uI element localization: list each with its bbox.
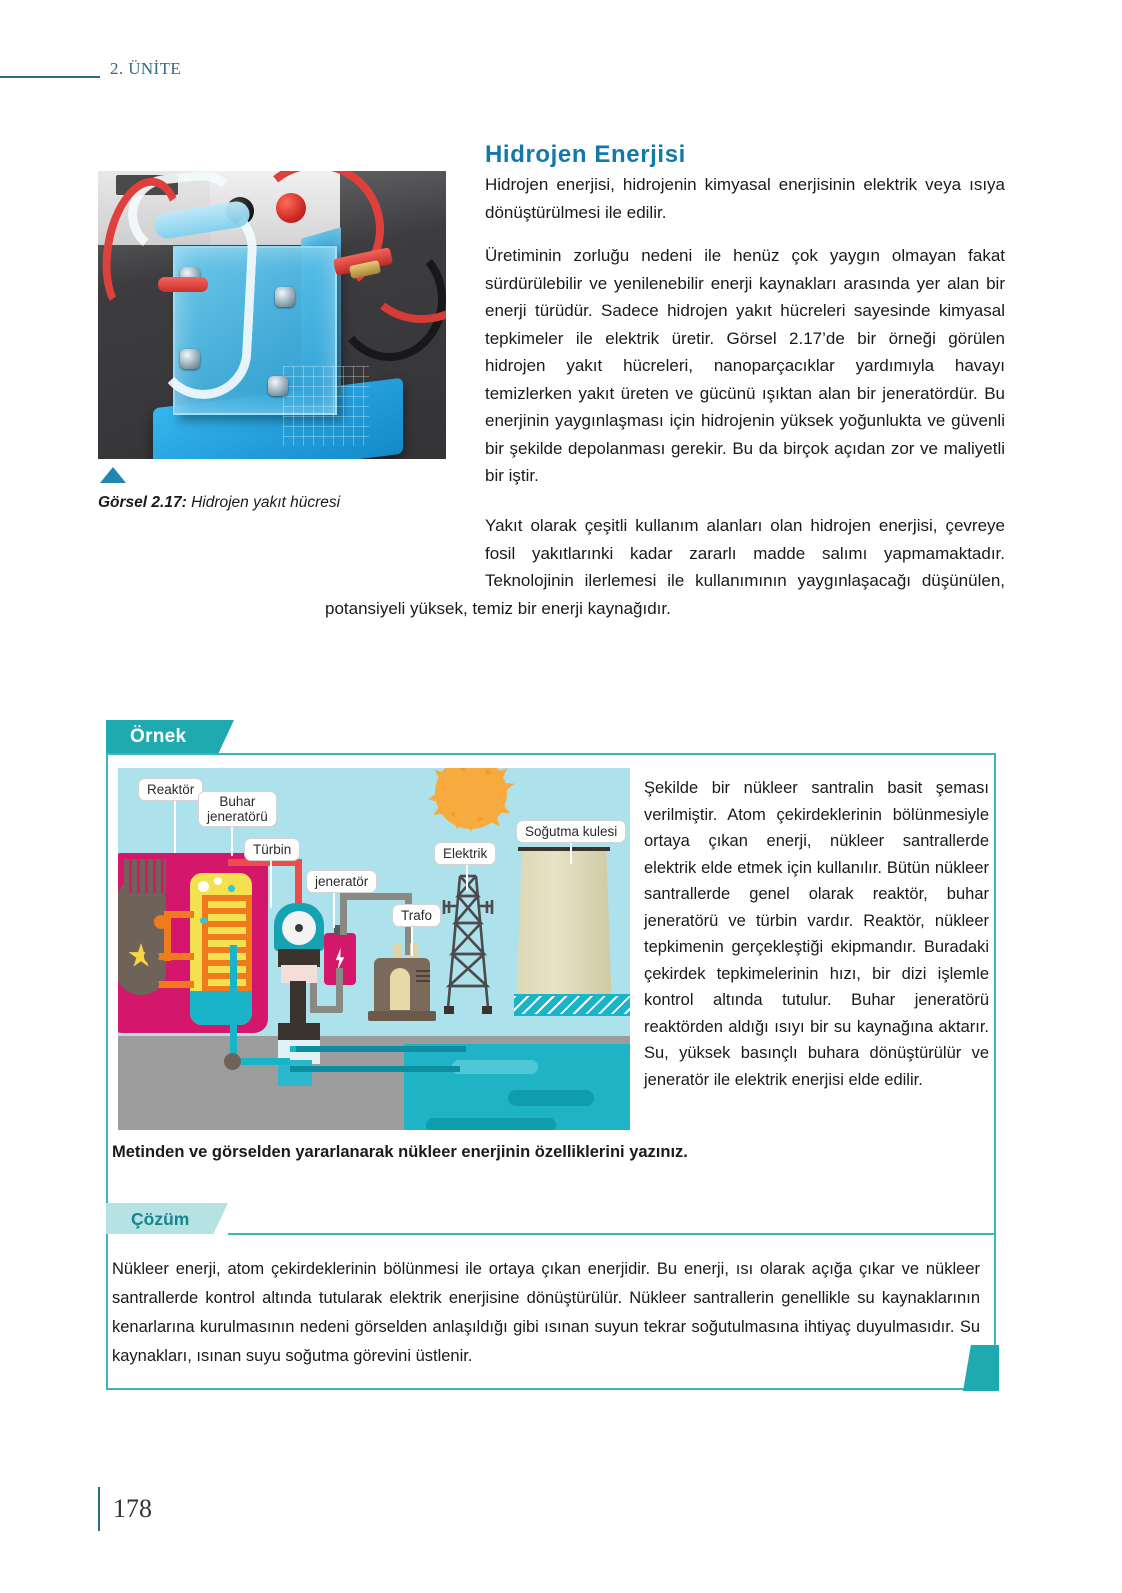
text-wrap-spacer — [325, 512, 485, 568]
cooling-water-pipe — [230, 945, 237, 1065]
figure-caption-text: Hidrojen yakıt hücresi — [191, 494, 341, 511]
label-steam-generator-line2: jeneratörü — [207, 809, 268, 824]
unit-label: 2. ÜNİTE — [110, 59, 182, 78]
section-body — [485, 171, 1005, 506]
cooling-tower — [516, 850, 612, 1010]
leader-line — [270, 856, 272, 908]
water-wave — [508, 1090, 594, 1106]
body-paragraph-1: Hidrojen enerjisi, hidrojenin kimyasal enerjisinin elektrik veya ısıya dönüştürülmesi ile edilir. — [485, 175, 1005, 222]
bubble — [200, 917, 207, 924]
solution-text: Nükleer enerji, atom çekirdeklerinin bölünmesi ile ortaya çıkan enerjidir. Bu enerji, ısı olarak açığa çıkar ve nükleer santrallerde kontrol altında tutularak elektrik enerjisine dönüştürülür. Nükleer santrallerin genellikle su kaynaklarının kenarlarına kurulmasının nedeni görselden anlaşıldığı gibi ısınan suyun tekrar soğutulmasına ihtiyaç duyulmasıdır. Su kaynakları, ısınan suyu soğutma görevini üstlenir. — [112, 1260, 980, 1365]
body-paragraph-3 — [325, 512, 1005, 622]
label-steam-generator-line1: Buhar — [219, 794, 256, 809]
label-turbine: Türbin — [244, 838, 300, 861]
steam-generator — [190, 873, 252, 1025]
generator-cable — [340, 893, 412, 900]
turbine-stem — [290, 981, 306, 1025]
label-electricity: Elektrik — [434, 842, 496, 865]
page-number: 178 — [113, 1494, 152, 1523]
sun-icon — [442, 768, 500, 822]
header-rule — [0, 76, 100, 78]
photo-bolt — [275, 287, 295, 307]
transformer-fins — [416, 970, 430, 984]
reactor-building — [118, 853, 268, 1033]
turbine — [274, 903, 324, 951]
cooling-tower-lattice — [514, 996, 630, 1014]
label-transformer: Trafo — [392, 904, 441, 927]
body-paragraph-2: Üretiminin zorluğu nedeni ile henüz çok yaygın olmayan fakat sürdürülebilir ve yenilenebilir enerji kaynakları arasında yer alan bir enerji türüdür. Sadece hidrojen yakıt hücreleri sayesinde kimyasal tepkimeler ile elektrik üretir. Görsel 2.17’de bir örneği görülen hidrojen yakıt hücreleri, nanoparçacıklar yardımıyla havayı temizlerken yakıt üreten ve gücünü ışıktan alan bir jeneratördür. Bu enerjinin yaygınlaşması için hidrojenin yüksek yoğunlukta ve güvenli bir şekilde depolanması gerekir. Bu da birçok açıdan zor ve maliyetli bir iştir. — [485, 246, 1005, 485]
leader-line — [411, 926, 413, 956]
example-question: Metinden ve görselden yararlanarak nükleer enerjinin özelliklerini yazınız. — [112, 1143, 688, 1161]
reactor-vessel — [118, 877, 166, 995]
example-tab-label: Örnek — [130, 726, 187, 747]
figure-caption-label: Görsel 2.17: — [98, 494, 187, 511]
transformer-base — [368, 1011, 436, 1021]
bubble — [228, 885, 235, 892]
example-text: Şekilde bir nükleer santralin basit şeması verilmiştir. Atom çekirdeklerinin bölünmesiyle ortaya çıkan enerji, nükleer santrallerde elektrik elde etmek için kullanılır. Bütün nükleer santrallerde genel olarak reaktör, buhar jeneratörü ve türbin vardır. Reaktör, nükleer tepkimenin gerçekleştiği ekipmandır. Buradaki çekirdek tepkimelerinin hızı, bir dizi işlemle kontrol altında tutulur. Buhar jeneratörü reaktörden aldığı ısıyı bir su kaynağına aktarır. Su, yüksek basınçlı buhara dönüştürülür ve jeneratör ile elektrik enerjisi elde edilir. — [644, 779, 989, 1089]
transformer-door — [390, 968, 410, 1010]
steam-generator-coil — [202, 895, 252, 999]
pump-knob — [144, 949, 159, 964]
leader-line — [466, 863, 468, 891]
leader-line — [231, 826, 233, 856]
nuclear-plant-diagram — [118, 768, 630, 1130]
turbine-fan-icon — [282, 911, 316, 945]
label-cooling-tower: Soğutma kulesi — [516, 820, 626, 843]
label-generator: jeneratör — [306, 870, 377, 893]
generator-cable — [336, 968, 343, 1012]
photo-bolt — [268, 376, 288, 396]
figure-caption — [98, 494, 518, 512]
electricity-pylon-icon — [440, 868, 496, 1016]
label-steam-generator — [198, 791, 277, 827]
water-wave — [452, 1060, 538, 1074]
bubble — [198, 881, 209, 892]
label-reactor: Reaktör — [138, 778, 203, 801]
page-number-rule — [98, 1487, 100, 1531]
steam-pipe — [295, 859, 302, 907]
leader-line — [174, 795, 176, 853]
bubble — [214, 877, 222, 885]
cooling-tower-rim — [518, 847, 610, 851]
leader-line — [570, 840, 572, 864]
pipe-joint — [154, 915, 168, 929]
photo-cell-membrane-grid — [283, 366, 369, 446]
body-paragraph-3-text: Yakıt olarak çeşitli kullanım alanları olan hidrojen enerjisi, çevreye fosil yakıtlarınki kadar zararlı madde salımı yapmamaktadır. Teknolojinin ilerlemesi ile kullanımının yaygınlaşacağı düşünülen, potansiyeli yüksek, temiz bir enerji kaynağıdır. — [325, 516, 1005, 618]
water-wave — [426, 1118, 556, 1130]
transformer-bushing — [394, 943, 402, 959]
diagram-water — [404, 1044, 630, 1130]
page-title: Hidrojen Enerjisi — [485, 141, 686, 169]
caption-arrow-icon — [100, 467, 126, 483]
photo-red-plug — [158, 277, 208, 292]
solution-tab-label: Çözüm — [131, 1209, 190, 1229]
leader-line — [333, 892, 335, 928]
control-rods — [124, 859, 166, 893]
hydrogen-fuel-cell-photo — [98, 171, 446, 459]
pipe-joint — [224, 1053, 241, 1070]
steam-generator-water — [190, 991, 252, 1025]
cooling-water-inlet — [296, 1046, 466, 1052]
pump-knob — [144, 977, 159, 992]
solution-rule — [228, 1233, 996, 1235]
cooling-water-outlet — [290, 1066, 460, 1072]
